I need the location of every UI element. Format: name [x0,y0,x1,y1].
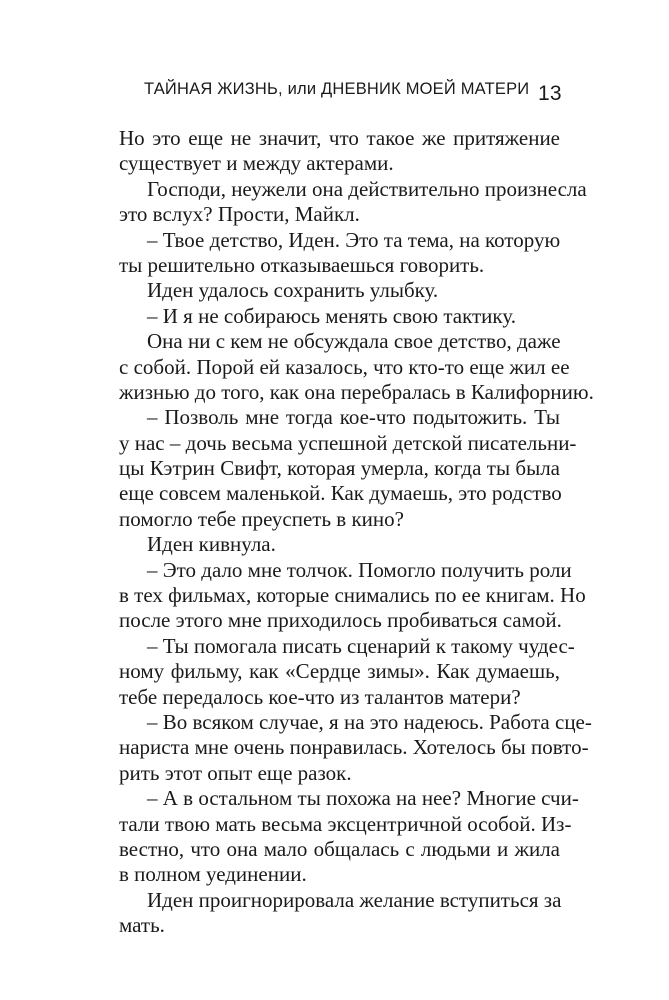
text-line: после этого мне приходилось пробиваться самой. [119,608,562,633]
text-line: это вслух? Прости, Майкл. [119,202,360,227]
text-line: – Во всяком случае, я на это надеюсь. Работа сце- [147,709,592,734]
text-line: существует и между актерами. [119,151,394,176]
text-line: – Твое детство, Иден. Это та тема, на которую [147,227,561,252]
text-line: рить этот опыт еще разок. [119,760,352,785]
text-line: Но это еще не значит, что такое же притяжение [119,126,560,150]
text-line: Иден кивнула. [147,532,276,557]
text-line: еще совсем маленькой. Как думаешь, это родство [119,481,562,506]
text-line: тали твою мать весьма эксцентричной особой. Из- [119,811,572,836]
text-line: – А в остальном ты похожа на нее? Многие счи- [147,786,579,811]
text-line: Иден проигнорировала желание вступиться за [147,887,562,912]
text-line: ному фильму, как «Сердце зимы». Как думаешь, [119,659,560,684]
text-line: Иден удалось сохранить улыбку. [147,278,439,303]
text-line: – Позволь мне тогда кое-что подытожить. Ты [147,405,560,430]
text-line: у нас – дочь весьма успешной детской писательни- [119,430,577,455]
text-line: вестно, что она мало общалась с людьми и жила [119,836,560,861]
text-line: Она ни с кем не обсуждала свое детство, даже [147,329,561,354]
running-title: ТАЙНАЯ ЖИЗНЬ, или ДНЕВНИК МОЕЙ МАТЕРИ [144,80,530,98]
text-line: – И я не собираюсь менять свою тактику. [147,303,516,328]
text-line: тебе передалось кое-что из талантов матери? [119,684,521,709]
text-line: нариста мне очень понравилась. Хотелось бы повто- [119,735,589,760]
text-line: в тех фильмах, которые снимались по ее книгам. Но [119,583,586,608]
running-head [128,80,568,104]
page-number: 13 [538,82,562,105]
text-line: помогло тебе преуспеть в кино? [119,506,404,531]
text-line: с собой. Порой ей казалось, что кто-то еще жил ее [119,354,570,379]
text-line: Господи, неужели она действительно произнесла [147,176,587,201]
text-line: цы Кэтрин Свифт, которая умерла, когда ты была [119,456,560,481]
body-text [119,126,594,939]
text-line: – Ты помогала писать сценарий к такому чудес- [147,633,575,658]
text-line: в полном уединении. [119,862,307,887]
text-line: жизнью до того, как она перебралась в Калифорнию. [119,379,594,404]
text-line: – Это дало мне толчок. Помогло получить роли [147,557,572,582]
text-line: ты решительно отказываешься говорить. [119,252,485,277]
text-line: мать. [119,913,165,938]
